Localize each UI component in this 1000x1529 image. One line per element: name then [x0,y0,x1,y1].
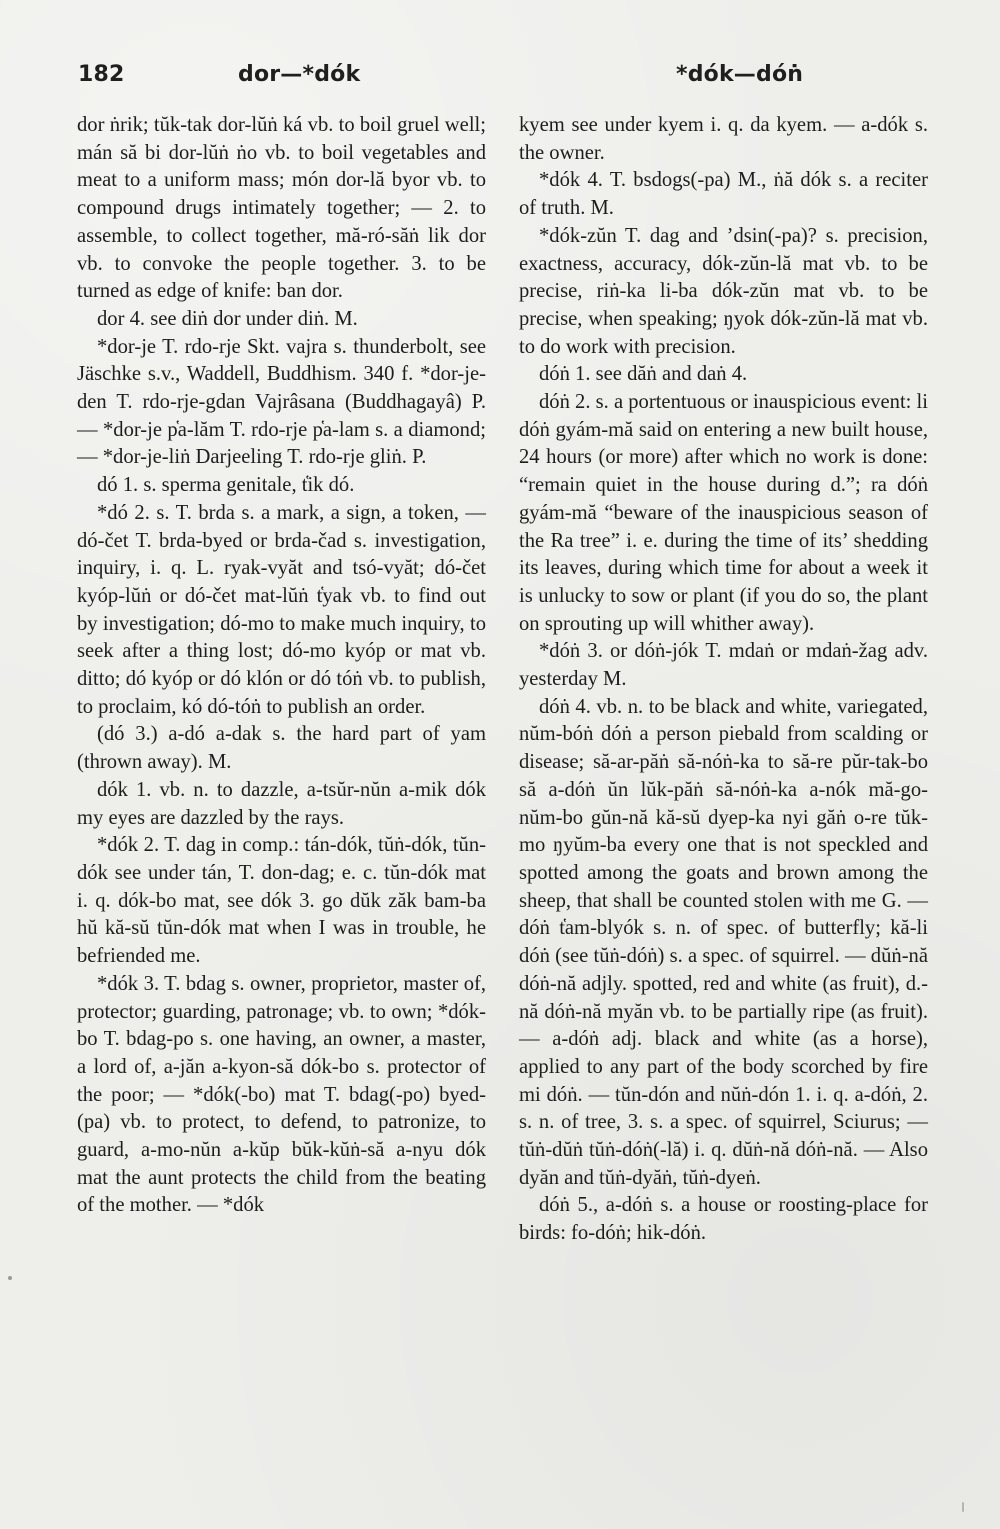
dictionary-entry: dó 1. s. sperma genitale, t̔ik dó. [97,474,355,497]
dictionary-entry: *dók 4. T. bsdogs(-pa) M., ṅă dók s. a reciter of truth. M. [519,169,928,220]
dictionary-entry: *dor-je T. rdo-rje Skt. vajra s. thunderbolt, see Jäschke s.v., Waddell, Buddhism. 340 f. *dor-je-den T. rdo-rje-gdan Vajrâsana (Buddhagayâ) P. — *dor-je p̔a-lăm T. rdo-rje p̔a-lam s. a diamond; — *dor-je-liṅ Darjeeling T. rdo-rje gliṅ. P. [77,335,486,469]
page-number: 182 [78,62,125,87]
dictionary-entry: *dóṅ 3. or dóṅ-jók T. mdaṅ or mdaṅ-žag adv. yesterday M. [519,640,928,691]
right-guide-word: *dók—dóṅ [676,62,804,87]
dictionary-entry: *dók 3. T. bdag s. owner, proprietor, master of, protector; guarding, patronage; vb. to own; *dók-bo T. bdag-po s. one having, an owner, a master, a lord of, a-jăn a-kyon-să dók-bo s. protector of the poor; — *dók(-bo) mat T. bdag(-po) byed-(pa) vb. to protect, to defend, to patronize, to guard, a-mo-nŭn a-kŭp bŭk-kŭṅ-să a-nyu dók mat the aunt protects the child from the beating of the mother. — *dók [77,972,486,1217]
dictionary-entry: dóṅ 2. s. a portentuous or inauspicious event: li dóṅ gyám-mă said on entering a new built house, 24 hours (or more) after which no work is done: “remain quiet in the house during d.”; ra dóṅ gyám-mă “beware of the inauspicious season of the Ra tree” i. e. during the time of its’ shedding its leaves, during which time for about a week it is unlucky to sow or plant (if you do so, the plant on sprouting up will whither away). [519,391,928,635]
dictionary-entry: *dók-zŭn T. dag and ’dsin(-pa)? s. precision, exactness, accuracy, dók-zŭn-lă mat vb. to be precise, riṅ-ka li-ba dók-zŭn mat vb. to be precise, when speaking; ŋyok dók-zŭn-lă mat vb. to do work with precision. [519,224,928,358]
dictionary-entry: dóṅ 1. see dăṅ and daṅ 4. [539,363,748,386]
dictionary-entry: dók 1. vb. n. to dazzle, a-tsŭr-nŭn a-mik dók my eyes are dazzled by the rays. [77,778,486,829]
dictionary-entry: dor 4. see diṅ dor under diṅ. M. [97,307,358,330]
paper-speck [8,1276,12,1280]
dictionary-entry: dóṅ 4. vb. n. to be black and white, variegated, nŭm-bóṅ dóṅ a person piebald from scalding or disease; să-ar-păṅ să-nóṅ-ka to să-re pŭr-tak-bo să a-dóṅ ŭn lŭk-păṅ să-nóṅ-ka a-nók mă-go-nŭm-bo gŭn-nă kă-sŭ dyep-ka nyi găṅ o-re tŭk-mo ŋyŭm-ba every one that is not speckled and spotted among the goats and brown among the sheep, that shall be counted stolen with me G. — dóṅ t̔am-blyók s. n. of spec. of butterfly; kă-li dóṅ (see tŭṅ-dóṅ) s. a spec. of squirrel. — dŭṅ-nă dóṅ-nă adjly. spotted, red and white (as fruit), d.-nă dóṅ-nă myăn vb. to be partially ripe (as fruit). — a-dóṅ adj. black and white (as a horse), applied to any part of the body scorched by fire mi dóṅ. — tŭn-dón and nŭṅ-dón 1. i. q. a-dóṅ, 2. s. n. of tree, 3. s. a spec. of squirrel, Sciurus; — tŭṅ-dŭṅ tŭṅ-dóṅ(-lă) i. q. dŭṅ-nă dóṅ-nă. — Also dyăn and tŭṅ-dyăṅ, tŭṅ-dyeṅ. [519,695,928,1189]
dictionary-entry: *dó 2. s. T. brda s. a mark, a sign, a token, — dó-čet T. brda-byed or brda-čad s. investigation, inquiry, i. q. L. ryak-vyăt and tsó-vyăt; dó-čet kyóp-lŭṅ or dó-čet mat-lŭṅ t̔yak vb. to find out by investigation; dó-mo to make much inquiry, to seek after a thing lost; dó-mo kyóp or mat vb. ditto; dó kyóp or dó klón or dó tóṅ vb. to publish, to proclaim, kó dó-tóṅ to publish an order. [77,501,486,718]
right-column [519,112,928,1248]
dictionary-entry: *dók 2. T. dag in comp.: tán-dók, tŭṅ-dók, tŭn-dók see under tán, T. don-dag; e. c. tŭn-dók mat i. q. dók-bo mat, see dók 3. go dŭk zăk bam-ba hŭ kă-sŭ tŭn-dók mat when I was in trouble, he befriended me. [77,834,486,968]
dictionary-entry: kyem see under kyem i. q. da kyem. — a-dók s. the owner. [519,114,928,164]
left-guide-word: dor—*dók [238,62,361,87]
dictionary-entry: (dó 3.) a-dó a-dak s. the hard part of yam (thrown away). M. [77,723,486,774]
paper-mark [962,1502,964,1512]
dictionary-entry: dor ṅrik; tŭk-tak dor-lŭṅ ká vb. to boil gruel well; mán să bi dor-lŭṅ ṅo vb. to boil vegetables and meat to a uniform mass; món dor-lă byor vb. to compound drugs intimately together; — 2. to assemble, to collect together, mă-ró-săṅ lik dor vb. to convoke the people together. 3. to be turned as edge of knife: ban dor. [77,114,486,303]
left-column [77,112,486,1220]
dictionary-entry: dóṅ 5., a-dóṅ s. a house or roosting-place for birds: fo-dóṅ; hik-dóṅ. [519,1194,928,1245]
